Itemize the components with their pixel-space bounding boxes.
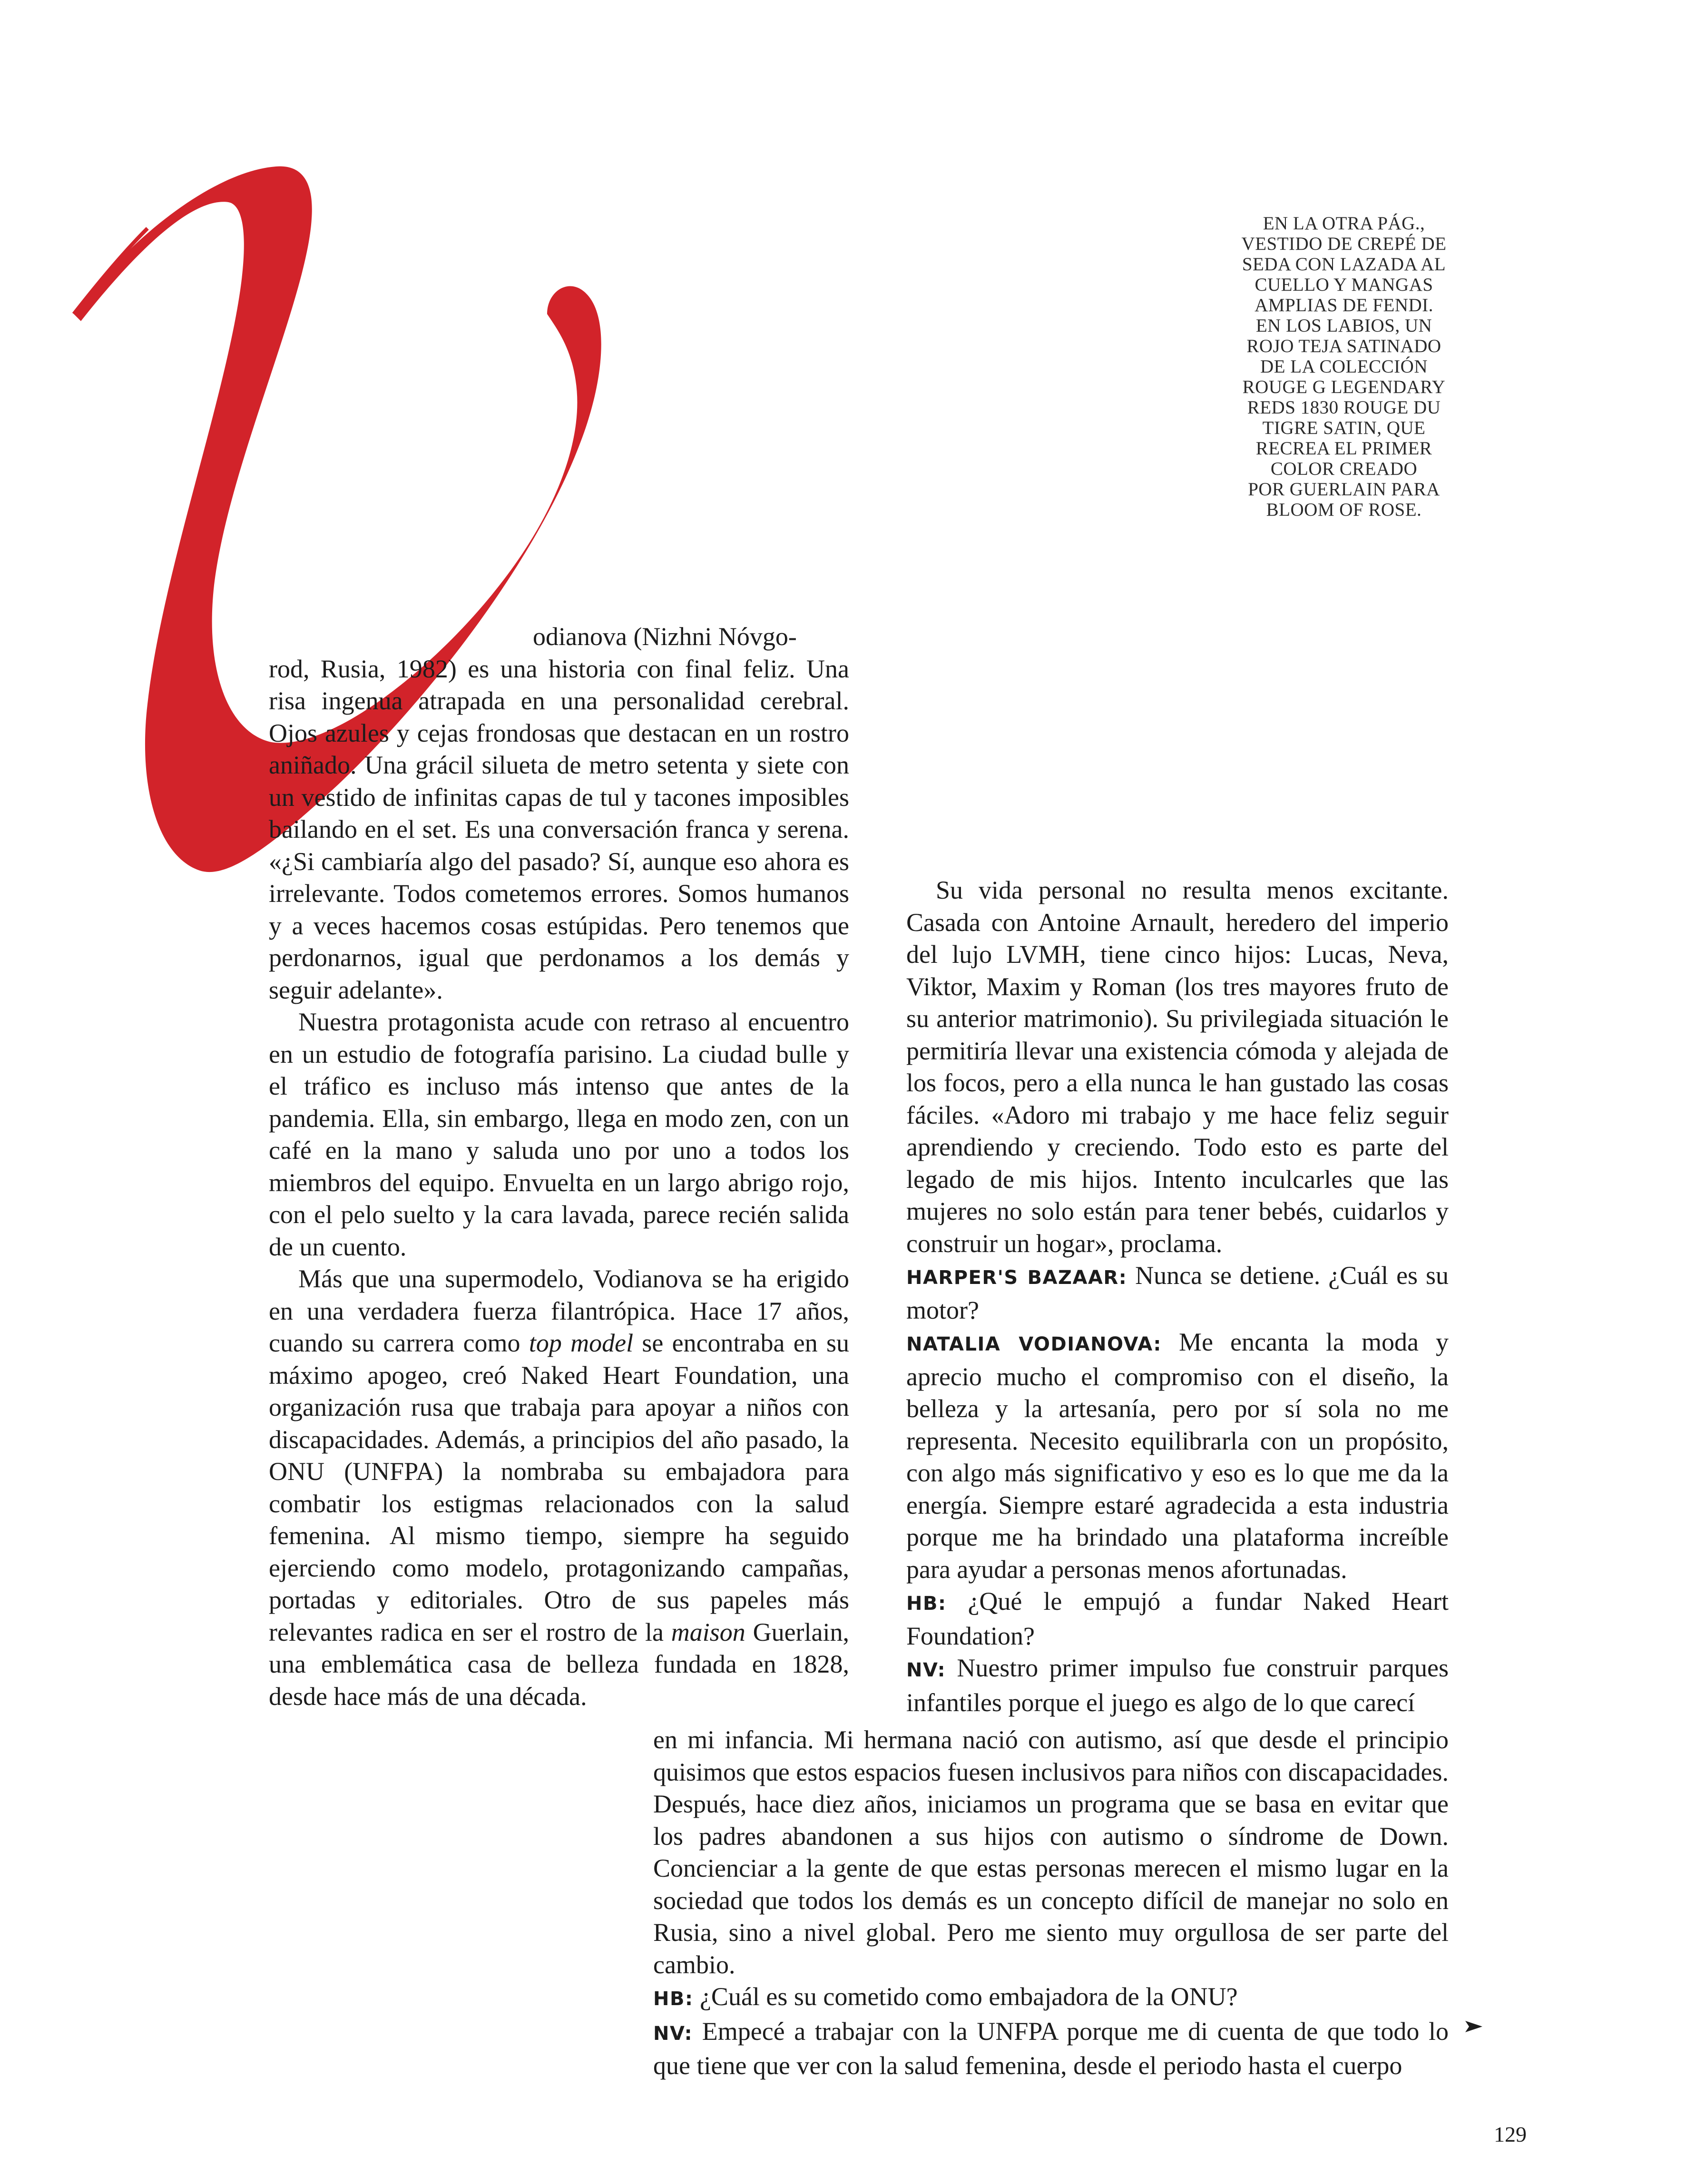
speaker-label: NV: [653, 2022, 693, 2045]
text-run: Guerlain, una emblemática casa de belleza fundada en 1828, desde hace más de una década. [269, 1617, 849, 1711]
caption-line: EN LOS LABIOS, UN [1255, 315, 1432, 336]
caption-line: SEDA CON LAZADA AL [1242, 254, 1446, 274]
speaker-label: HB: [653, 1988, 694, 2010]
body-paragraph: Su vida personal no resulta menos excitante. Casada con Antoine Arnault, heredero del imperio del lujo LVMH, tiene cinco hijos: Lucas, Neva, Viktor, Maxim y Roman (los tres mayores fruto de su anterior matrimonio). Su privilegiada situación le permitiría llevar una existencia cómoda y alejada de los focos, pero a ella nunca le han gustado las cosas fáciles. «Adoro mi trabajo y me hace feliz seguir aprendiendo y creciendo. Todo esto es parte del legado de mis hijos. Intento inculcarles que las mujeres no solo están para tener bebés, cuidarlos y construir un hogar», proclama. [906, 876, 1449, 1258]
intro-first-line: odianova (Nizhni Nóvgo- [533, 622, 797, 651]
caption-line: RECREA EL PRIMER [1255, 438, 1432, 459]
interview-question [653, 1981, 1449, 2016]
body-paragraph: Nuestra protagonista acude con retraso al encuentro en un estudio de fotografía parisino. La ciudad bulle y el tráfico es incluso más intenso que antes de la pandemia. Ella, sin embargo, llega en modo zen, con un café en la mano y saluda uno por uno a todos los miembros del equipo. Envuelta en un largo abrigo rojo, con el pelo suelto y la cara lavada, parece recién salida de un cuento. [269, 1008, 849, 1261]
arrow-right-icon [1464, 2017, 1483, 2036]
answer-continuation: en mi infancia. Mi hermana nació con autismo, así que desde el principio quisimos que estos espacios fuesen inclusivos para niños con discapacidades. Después, hace diez años, iniciamos un programa que se basa en evitar que los padres abandonen a sus hijos con autismo o síndrome de Down. Concienciar a la gente de que estas personas merecen el mismo lugar en la sociedad que todos los demás es un concepto difícil de manejar no solo en Rusia, sino a nivel global. Pero me siento muy orgullosa de ser parte del cambio. [653, 1725, 1449, 1979]
emphasis-text: maison [671, 1617, 745, 1646]
text-run: Más que una supermodelo, Vodianova se ha erigido en una verdadera fuerza filantrópica. Hace 17 años, cuando su carrera como [269, 1264, 849, 1357]
speaker-label: NV: [906, 1659, 946, 1681]
caption-line: ROJO TEJA SATINADO [1246, 336, 1441, 356]
speaker-label: HARPER'S BAZAAR: [906, 1267, 1127, 1289]
answer-text: Me encanta la moda y aprecio mucho el compromiso con el diseño, la belleza y la artesanía, pero por sí sola no me representa. Necesito equilibrarla con un propósito, con algo más significativo y eso es lo que me da la energía. Siempre estaré agradecida a esta industria porque me ha brindado una plataforma increíble para ayudar a personas menos afortunadas. [906, 1328, 1449, 1584]
question-text: ¿Cuál es su cometido como embajadora de la ONU? [693, 1982, 1238, 2011]
intro-body: rod, Rusia, 1982) es una historia con final feliz. Una risa ingenua atrapada en una personalidad cerebral. Ojos azules y cejas frondosas que destacan en un rostro aniñado. Una grácil silueta de metro setenta y siete con un vestido de infinitas capas de tul y tacones imposibles bailando en el set. Es una conversación franca y serena. «¿Si cambiaría algo del pasado? Sí, aunque eso ahora es irrelevante. Todos cometemos errores. Somos humanos y a veces hacemos cosas estúpidas. Pero tenemos que perdonarnos, igual que perdonamos a los demás y seguir adelante». [269, 654, 849, 1004]
caption-line: EN LA OTRA PÁG., [1263, 213, 1425, 234]
caption-line: COLOR CREADO [1270, 459, 1418, 479]
answer-text: Nuestro primer impulso fue construir parques infantiles porque el juego es algo de lo que carecí [906, 1654, 1449, 1717]
intro-paragraph [269, 621, 849, 1006]
article-column-bottom [653, 1724, 1449, 2082]
caption-line: REDS 1830 ROUGE DU [1247, 397, 1441, 418]
caption-line: DE LA COLECCIÓN [1260, 356, 1428, 377]
photo-caption [1175, 213, 1513, 520]
interview-question [906, 1586, 1449, 1652]
article-column-right [906, 874, 1449, 1719]
dropcap-v-hairline [74, 228, 147, 314]
interview-answer [653, 2016, 1449, 2082]
caption-line: CUELLO Y MANGAS [1255, 274, 1433, 295]
page-number: 129 [1494, 2122, 1527, 2146]
caption-line: ROUGE G LEGENDARY [1242, 377, 1446, 397]
interview-answer [906, 1326, 1449, 1586]
caption-line: BLOOM OF ROSE. [1266, 499, 1422, 520]
caption-line: AMPLIAS DE FENDI. [1255, 295, 1433, 315]
text-run: se encontraba en su máximo apogeo, creó Naked Heart Foundation, una organización rusa que trabaja para apoyar a niños con discapacidades. Además, a principios del año pasado, la ONU (UNFPA) la nombraba su embajadora para combatir los estigmas relacionados con la salud femenina. Al mismo tiempo, siempre ha seguido ejerciendo como modelo, protagonizando campañas, portadas y editoriales. Otro de sus papeles más relevantes radica en ser el rostro de la [269, 1329, 849, 1646]
body-paragraph [269, 1263, 849, 1713]
caption-line: POR GUERLAIN PARA [1248, 479, 1440, 499]
question-text: ¿Qué le empujó a fundar Naked Heart Foundation? [906, 1587, 1449, 1650]
question-text: Nunca se detiene. ¿Cuál es su motor? [906, 1261, 1449, 1324]
caption-line: TIGRE SATIN, QUE [1262, 418, 1426, 438]
speaker-label: HB: [906, 1593, 947, 1615]
interview-answer [906, 1652, 1449, 1719]
speaker-label: NATALIA VODIANOVA: [906, 1333, 1162, 1355]
caption-line: VESTIDO DE CREPÉ DE [1241, 234, 1447, 254]
interview-question [906, 1260, 1449, 1326]
article-column-left [269, 621, 849, 1713]
emphasis-text: top model [529, 1329, 634, 1357]
answer-text: Empecé a trabajar con la UNFPA porque me di cuenta de que todo lo que tiene que ver con la salud femenina, desde el periodo hasta el cuerpo [653, 2017, 1449, 2080]
